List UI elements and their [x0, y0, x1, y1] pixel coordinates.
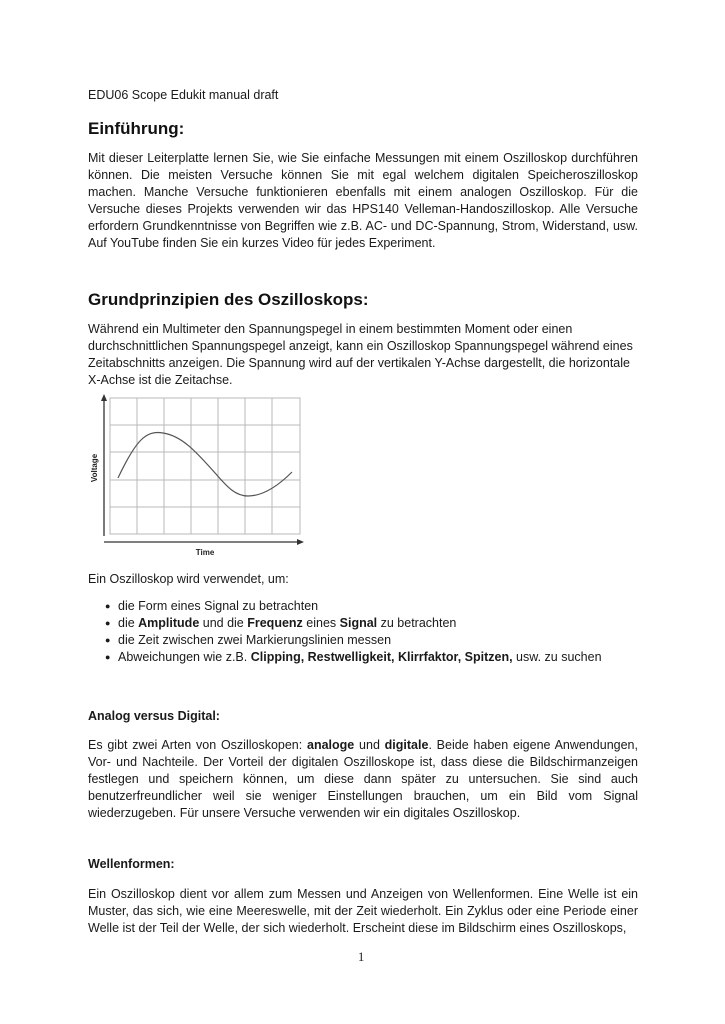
- voltage-time-diagram: [88, 392, 308, 562]
- x-axis-arrowhead: [297, 539, 304, 545]
- text-run: . Beide haben eigene Anwendungen, Vor- und Nachteile. Der Vorteil der digitalen Oszilloskope ist, dass diese die Bildschirmanzeigen festlegen und speichern können, um diese dann später zu untersuchen. Sie sind auch benutzerfreundlicher weil sie weniger Einstellungen brauchen, um ein Bild vom Signal wiederzugeben. Für unsere Versuche verwenden wir ein digitales Oszilloskop.: [88, 738, 638, 820]
- text-run: usw. zu suchen: [512, 650, 602, 664]
- text-run: und: [354, 738, 385, 752]
- text-run: Es gibt zwei Arten von Oszilloskopen:: [88, 738, 308, 752]
- sine-wave: [118, 433, 292, 496]
- bold-term: analoge: [307, 738, 355, 752]
- axes: [104, 398, 300, 542]
- analog-paragraph: [88, 737, 638, 822]
- grid: [110, 398, 300, 534]
- bold-term: Amplitude: [138, 616, 200, 630]
- bold-term: Clipping, Restwelligkeit, Klirrfaktor, Spitzen,: [250, 650, 513, 664]
- usage-list-item: [88, 598, 638, 615]
- text-run: zu betrachten: [377, 616, 457, 630]
- usage-list-item: [88, 649, 638, 666]
- section-heading-intro: Einführung:: [88, 119, 185, 138]
- y-axis-arrowhead: [101, 394, 107, 401]
- waveforms-paragraph: Ein Oszilloskop dient vor allem zum Messen und Anzeigen von Wellenformen. Eine Welle ist ein Muster, das sich, wie eine Meereswelle, mit der Zeit wiederholt. Ein Zyklus oder eine Periode einer Welle ist der Teil der Welle, der sich wiederholt. Erscheint diese im Bildschirm eines Oszilloskops,: [88, 887, 638, 935]
- intro-paragraph: Mit dieser Leiterplatte lernen Sie, wie Sie einfache Messungen mit einem Oszilloskop durchführen können. Die meisten Versuche können Sie mit egal welchem digitalen Speicheroszilloskop machen. Manche Versuche funktionieren ebenfalls mit einem analogen Oszilloskop. Für die Versuche dieses Projekts verwenden wir das HPS140 Velleman-Handoszilloskop. Alle Versuche erfordern Grundkenntnisse von Begriffen wie z.B. AC- und DC-Spannung, Strom, Widerstand, usw. Auf YouTube finden Sie ein kurzes Video für jedes Experiment.: [88, 151, 638, 250]
- document-header: EDU06 Scope Edukit manual draft: [88, 88, 279, 102]
- usage-list-item: [88, 615, 638, 632]
- section-heading-basics: Grundprinzipien des Oszilloskops:: [88, 290, 369, 309]
- subheading-waveforms: Wellenformen:: [88, 857, 175, 871]
- page-number: 1: [358, 950, 365, 964]
- subheading-analog-digital: Analog versus Digital:: [88, 709, 220, 723]
- oscilloscope-figure: [88, 392, 308, 562]
- text-run: Abweichungen wie z.B.: [118, 650, 251, 664]
- y-axis-label: Voltage: [90, 453, 99, 483]
- text-run: die Form eines Signal zu betrachten: [118, 599, 319, 613]
- usage-intro: Ein Oszilloskop wird verwendet, um:: [88, 572, 289, 586]
- x-axis-label: Time: [195, 548, 215, 557]
- usage-list: [88, 598, 638, 666]
- bold-term: Frequenz: [247, 616, 303, 630]
- basics-paragraph: Während ein Multimeter den Spannungspegel in einem bestimmten Moment oder einen durchschnittlichen Spannungspegel anzeigt, kann ein Oszilloskop Spannungspegel während eines Zeitabschnitts anzeigen. Die Spannung wird auf der vertikalen Y-Achse dargestellt, die horizontale X-Achse ist die Zeitachse.: [88, 322, 633, 387]
- bold-term: digitale: [384, 738, 429, 752]
- text-run: die Zeit zwischen zwei Markierungslinien messen: [118, 633, 392, 647]
- bold-term: Signal: [339, 616, 378, 630]
- text-run: die: [118, 616, 139, 630]
- usage-list-item: [88, 632, 638, 649]
- text-run: eines: [302, 616, 340, 630]
- text-run: und die: [199, 616, 248, 630]
